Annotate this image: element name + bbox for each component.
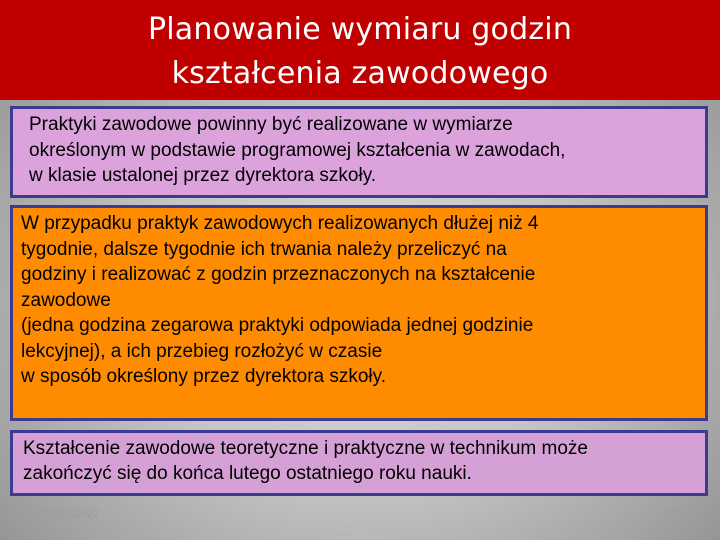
text-box-practice-scope-text: Praktyki zawodowe powinny być realizowane w wymiarze określonym w podstawie programowej kształcenia w zawodach, w klasie ustalonej przez dyrektora szkoły. — [29, 114, 566, 186]
footer-date: 10/27/2021 — [44, 508, 100, 520]
footer-page-number: 36 — [664, 508, 677, 520]
text-box-technikum-end-text: Kształcenie zawodowe teoretyczne i praktyczne w technikum może zakończyć się do końca lutego ostatniego roku nauki. — [23, 438, 588, 484]
title-bar — [0, 0, 720, 100]
text-box-practice-scope — [10, 106, 708, 198]
text-box-practice-hours-text: W przypadku praktyk zawodowych realizowanych dłużej niż 4 tygodnie, dalsze tygodnie ich trwania należy przeliczyć na godziny i realizować z godzin przeznaczonych na kształcenie zawodowe (jedna godzina zegarowa praktyki odpowiada jednej godzinie lekcyjnej), a ich przebieg rozłożyć w czasie w sposób określony przez dyrektora szkoły. — [21, 213, 539, 387]
text-box-practice-hours — [10, 205, 708, 421]
slide-title: Planowanie wymiaru godzin kształcenia zawodowego — [147, 12, 573, 91]
text-box-technikum-end — [10, 430, 708, 496]
